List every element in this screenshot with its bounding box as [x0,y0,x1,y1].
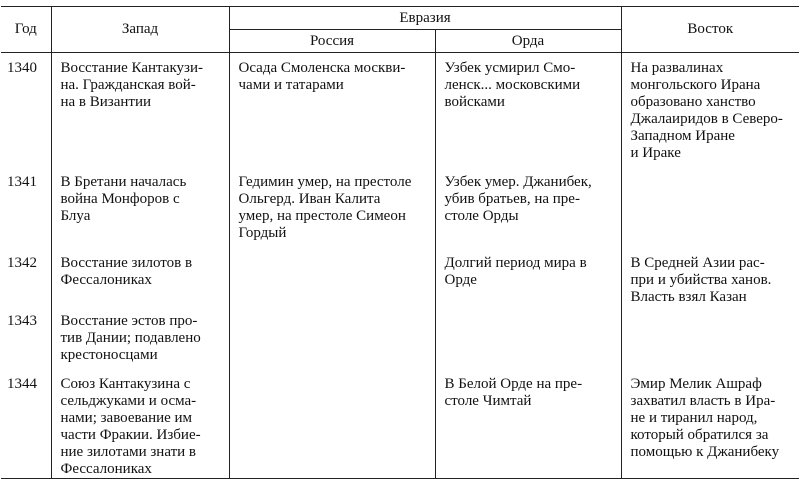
russia-cell [230,306,435,313]
header-orda: Орда [435,30,621,53]
header-russia: Россия [229,30,435,53]
header-eurasia: Евразия [229,7,621,30]
table-row [1,53,799,167]
year-cell: 1341 [7,173,37,190]
east-cell: Эмир Мелик Ашраф захватил власть в Ира- не и тиранил народ, который обратился за помощью к Джанибеку [630,375,780,460]
russia-cell [230,248,435,255]
chronology-table [1,6,799,479]
orda-cell: Узбек умер. Джанибек, убив братьев, на пре- столе Орды [444,173,592,224]
orda-cell: В Белой Орде на пре- столе Чимтай [444,375,583,409]
orda-cell [436,306,621,313]
russia-cell [230,369,435,376]
east-cell [622,167,800,174]
west-cell: Восстание Кантакузи- на. Гражданская вой- на в Византии [60,60,203,110]
header-west: Запад [51,7,229,53]
table-row [1,167,799,248]
west-cell: Восстание эстов про- тив Дании; подавлено крестоносцами [60,312,201,363]
table-row [1,306,799,369]
year-cell: 1342 [7,254,37,271]
table-row [1,248,799,306]
year-cell: 1344 [7,375,37,392]
table-row [1,369,799,479]
east-cell [622,306,800,313]
east-cell: На развалинах монгольского Ирана образовано ханство Джалаиридов в Северо- Западном Иране и Ираке [630,60,783,161]
russia-cell: Гедимин умер, на престоле Ольгерд. Иван Калита умер, на престоле Симеон Гордый [238,173,412,241]
west-cell: Союз Кантакузина с сельджуками и осма- нами; завоевание им части Фракии. Избие- ние зилотами знати в Фессалониках [60,375,201,477]
east-cell: В Средней Азии рас- при и убийства ханов. Власть взял Казан [630,254,772,305]
year-cell: 1340 [7,60,37,76]
year-cell: 1343 [7,312,37,329]
russia-cell: Осада Смоленска москви- чами и татарами [238,60,406,93]
west-cell: Восстание зилотов в Фессалониках [60,254,193,288]
header-year: Год [1,7,51,53]
orda-cell: Узбек усмирил Смо- ленск... московскими войсками [444,60,581,110]
header-east: Восток [621,7,799,53]
west-cell: В Бретани началась война Монфоров с Блуа [60,173,187,224]
orda-cell: Долгий период мира в Орде [444,254,587,288]
